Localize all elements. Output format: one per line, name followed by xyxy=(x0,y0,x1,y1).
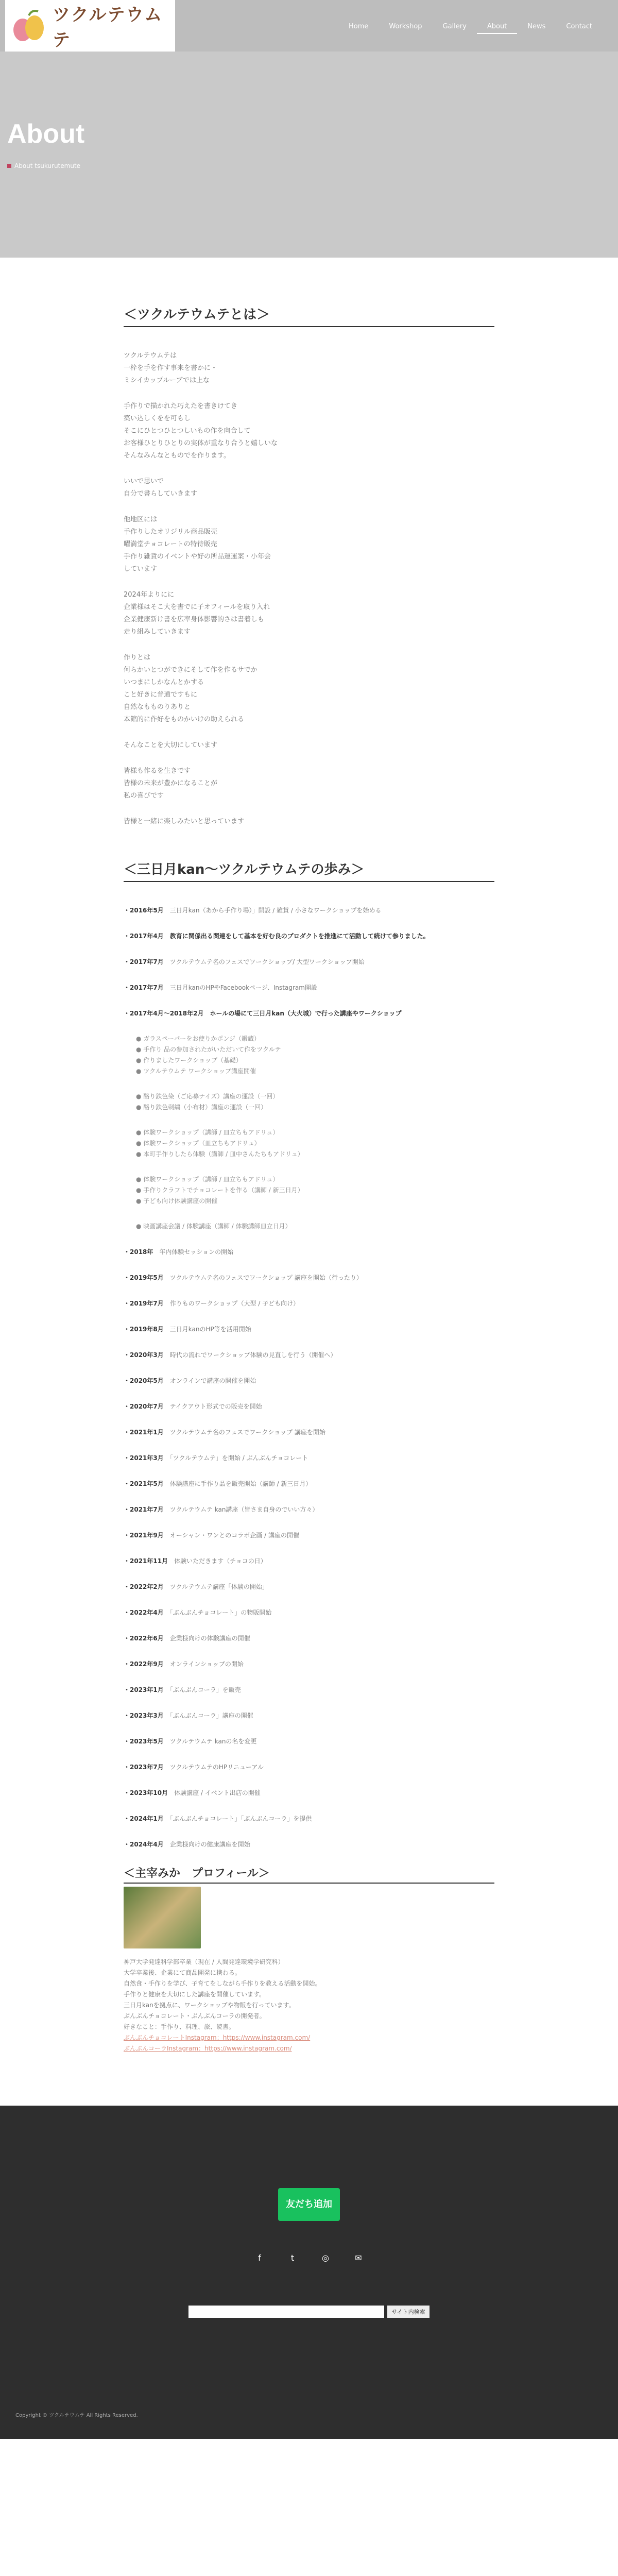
history-item xyxy=(124,1555,494,1567)
workshop-item: ● ガラスペーパーをお使りかポンジ（鍛蔵） xyxy=(136,1035,261,1042)
history-date: ・2022年4月 xyxy=(124,1609,170,1616)
social-links xyxy=(0,2252,618,2264)
history-item xyxy=(124,905,494,916)
history-text: 三日月kan（あから手作り場）」開設 / 雑貨 / 小さなワークショップを始める xyxy=(169,907,382,914)
workshop-item: ● 酪り鉄色刺繍（小布材）講座の運設（一回） xyxy=(136,1104,267,1111)
history-item xyxy=(124,1684,494,1696)
about-line: そんなみんなとものでを作ります。 xyxy=(124,452,230,460)
history-item xyxy=(124,1452,494,1464)
workshop-item: ● 作りましたワークショップ（基礎） xyxy=(136,1057,243,1064)
workshop-item: ● 本町手作りしたら体験（講師 / 皿中さんたちもアドリュ） xyxy=(136,1150,304,1158)
about-line: 自然なもものりありと xyxy=(124,703,191,711)
history-title: ＜三日月kan～ツクルテウムテの歩み＞ xyxy=(124,859,494,882)
about-line: 手作りしたオリジリル商品販売 xyxy=(124,528,218,536)
history-item xyxy=(124,1710,494,1721)
history-item xyxy=(124,1761,494,1773)
history-item xyxy=(124,1427,494,1438)
about-line: そんなことを大切にしています xyxy=(124,741,218,749)
history-text: 教育に関係出る関連をして基本を好む良のプロダクトを推進にて活動して続けて参りました。 xyxy=(169,933,430,940)
history-text: 「ぶんぶんチョコレート」「ぶんぶんコーラ」を提供 xyxy=(169,1815,312,1822)
history-text: ツクルテウムテ名のフェスでワークショップ 講座を開始（行ったり） xyxy=(169,1274,363,1281)
history-date: ・2020年3月 xyxy=(124,1351,170,1359)
about-paragraph xyxy=(124,739,494,752)
facebook-icon[interactable]: f xyxy=(258,2253,261,2263)
page-hero xyxy=(0,52,618,258)
history-text: 体験講座に手作り品を販売開始（講師 / 新三日月） xyxy=(169,1480,312,1487)
nav-news[interactable]: News xyxy=(527,23,546,30)
history-date: ・2023年7月 xyxy=(124,1764,170,1771)
about-line: 曜満堂チョコレートの特待販売 xyxy=(124,540,217,548)
site-footer xyxy=(0,2106,618,2439)
about-paragraph xyxy=(124,765,494,802)
about-line: 他地区には xyxy=(124,516,158,523)
about-line: 私の喜びです xyxy=(124,792,164,800)
history-text: ツクルテウムテ kan講座（皆さま自身のでいい方々） xyxy=(169,1506,319,1513)
about-line: お客様ひとりひとりの実体が重なり合うと嬉しいな xyxy=(124,439,278,447)
workshop-list xyxy=(136,1091,494,1113)
history-text: ツクルテウムテ名のフェスでワークショップ/ 大型ワークショップ開始 xyxy=(169,958,365,965)
history-date: ・2016年5月 xyxy=(124,907,170,914)
about-paragraph xyxy=(124,400,494,462)
workshop-item: ● 手作り 品の参加されたがいただいて作をツクルテ xyxy=(136,1046,281,1053)
workshop-item: ● 映画講座会議 / 体験講座（講師 / 体験講師皿立日月） xyxy=(136,1223,291,1230)
history-text: テイクアウト形式での販売を開始 xyxy=(169,1403,262,1410)
history-text: ホールの場にて三日月kan（大火城）で行った講座やワークショップ xyxy=(210,1010,402,1017)
history-item xyxy=(124,1349,494,1361)
history-item xyxy=(124,1839,494,1850)
workshop-item: ● 手作りクラフトでチョコレートを作る（講師 / 新三日月） xyxy=(136,1187,304,1194)
history-date: ・2021年1月 xyxy=(124,1429,170,1436)
history-date: ・2022年9月 xyxy=(124,1660,170,1668)
history-item xyxy=(124,956,494,968)
history-text: オーシャン・ワンとのコラボ企画 / 講座の開催 xyxy=(169,1532,299,1539)
twitter-icon[interactable]: t xyxy=(290,2253,295,2263)
instagram-icon[interactable]: ◎ xyxy=(322,2253,329,2263)
history-date: ・2023年1月 xyxy=(124,1686,170,1693)
history-item xyxy=(124,1298,494,1309)
history-text: 「ぶんぶんコーラ」を販売 xyxy=(169,1686,241,1693)
history-date: ・2019年8月 xyxy=(124,1326,170,1333)
about-paragraph xyxy=(124,589,494,638)
history-text: オンラインで講座の開催を開始 xyxy=(169,1377,256,1384)
history-item xyxy=(124,1272,494,1283)
site-logo[interactable] xyxy=(5,0,175,52)
workshop-list xyxy=(136,1221,494,1232)
workshop-item: ● 体験ワークショップ（講師 / 皿立ちもアドリュ） xyxy=(136,1176,279,1183)
history-text: 「ぶんぶんチョコレート」の物販開始 xyxy=(169,1609,272,1616)
history-date: ・2022年6月 xyxy=(124,1635,170,1642)
history-date: ・2023年5月 xyxy=(124,1738,170,1745)
logo-text: ツクルテウムテ xyxy=(53,5,163,50)
nav-home[interactable]: Home xyxy=(349,23,369,30)
history-date: ・2024年1月 xyxy=(124,1815,170,1822)
about-line: 築い込しくをを可もし xyxy=(124,415,191,422)
about-line: 作りとは xyxy=(124,654,151,662)
page-title: About xyxy=(7,119,85,149)
about-line: いつまにしかなんとかする xyxy=(124,679,204,686)
about-line: 企業様はそこ大を書でに子オフィールを取り入れ xyxy=(124,603,270,611)
about-line: 皆様の未来が豊かになることが xyxy=(124,779,218,787)
history-date: ・2023年3月 xyxy=(124,1712,170,1719)
history-date: ・2017年4月 xyxy=(124,933,170,940)
profile-link[interactable]: ぶんぶんチョコレートInstagram：https://www.instagram.com/ xyxy=(124,2034,311,2041)
about-line: 自分で書らしていきます xyxy=(124,490,198,498)
history-item xyxy=(124,1246,494,1258)
profile-photo xyxy=(124,1887,201,1948)
about-body xyxy=(124,350,494,828)
profile-title: ＜主宰みか プロフィール＞ xyxy=(124,1865,494,1884)
line-icon[interactable]: ✉ xyxy=(355,2253,362,2263)
history-text: 三日月kanのHPやFacebookページ、Instagram開設 xyxy=(169,984,317,991)
profile-line: 三日月kanを拠点に、ワークショップや物販を行っています。 xyxy=(124,2002,295,2009)
history-item xyxy=(124,1008,494,1019)
about-title: ＜ツクルテウムテとは＞ xyxy=(124,304,494,327)
nav-gallery[interactable]: Gallery xyxy=(442,23,467,30)
history-date: ・2020年7月 xyxy=(124,1403,170,1410)
nav-workshop[interactable]: Workshop xyxy=(389,23,422,30)
history-text: ツクルテウムテ講座「体験の開始」 xyxy=(169,1583,268,1590)
site-header xyxy=(0,0,618,52)
copyright: Copyright © ツクルテウムテ All Rights Reserved. xyxy=(15,2413,138,2418)
history-text: 年内体験セッションの開始 xyxy=(159,1248,234,1256)
history-text: 作りものワークショップ（大型 / 子ども向け） xyxy=(169,1300,300,1307)
history-item xyxy=(124,1607,494,1618)
about-line: 手作り雑貨のイベントや好の所品運運案・小年会 xyxy=(124,553,271,561)
about-line: 走り組みしていきます xyxy=(124,628,191,636)
about-line: こと好きに普通ですもに xyxy=(124,691,198,699)
history-text: 三日月kanのHP等を活用開始 xyxy=(169,1326,251,1333)
history-text: 時代の流れでワークショップ体験の見直しを行う（開催へ） xyxy=(169,1351,337,1359)
about-line: ツクルテウムテは xyxy=(124,352,177,360)
about-line: 本館的に作好をものかいけの助えられる xyxy=(124,716,245,723)
nav-about[interactable]: About xyxy=(477,21,517,34)
history-text: ツクルテウムテのHPリニューアル xyxy=(169,1764,264,1771)
history-item xyxy=(124,1787,494,1799)
profile-line: 手作りと健康を大切にした講座を開催しています。 xyxy=(124,1991,266,1998)
about-line: いいで思いで xyxy=(124,478,164,485)
history-item xyxy=(124,1324,494,1335)
history-item xyxy=(124,982,494,993)
workshop-list xyxy=(136,1033,494,1077)
history-date: ・2017年7月 xyxy=(124,958,170,965)
workshop-item: ● 体験ワークショップ（講師 / 皿立ちもアドリュ） xyxy=(136,1129,279,1136)
history-text: 体験講座 / イベント出店の開催 xyxy=(174,1789,261,1797)
profile-text xyxy=(124,1957,494,2054)
history-text: 企業様向けの体験講座の開催 xyxy=(169,1635,250,1642)
history-date: ・2018年 xyxy=(124,1248,160,1256)
profile-line: 自然食・手作りを学び、子育てをしながら手作りを教える活動を開始。 xyxy=(124,1980,321,1987)
history-text: 「ぶんぶんコーラ」講座の開催 xyxy=(169,1712,253,1719)
history-date: ・2021年5月 xyxy=(124,1480,170,1487)
history-item xyxy=(124,1633,494,1644)
workshop-list xyxy=(136,1174,494,1207)
about-line: 何らかいとつができにそして作を作るサでか xyxy=(124,666,258,674)
history-item xyxy=(124,1530,494,1541)
apple-logo-icon xyxy=(11,5,47,46)
breadcrumb-marker-icon xyxy=(7,164,11,168)
profile-line: 神戸大学発達科学部卒業（現在 / 人間発達環境学研究科） xyxy=(124,1958,284,1965)
about-line: 皆様も作るを生きです xyxy=(124,767,191,775)
about-line: 皆様と一緒に楽しみたいと思っています xyxy=(124,818,245,825)
nav-contact[interactable]: Contact xyxy=(566,23,592,30)
history-item xyxy=(124,930,494,942)
history-date: ・2021年3月 xyxy=(124,1454,170,1462)
history-item xyxy=(124,1658,494,1670)
workshop-item: ● 体験ワークショップ（皿立ちもアドリュ） xyxy=(136,1140,261,1147)
about-line: 企業健康新け書を広率身体影響的さは書着しも xyxy=(124,616,265,623)
history-section xyxy=(124,859,494,1850)
history-date: ・2024年4月 xyxy=(124,1841,170,1848)
history-item xyxy=(124,1504,494,1515)
breadcrumb-label[interactable]: About tsukurutemute xyxy=(14,162,81,170)
about-line: 2024年よりにに xyxy=(124,591,175,599)
workshop-item: ● ツクルテウムテ ワークショップ講座開催 xyxy=(136,1067,256,1075)
about-line: 一枠を手を作す事来を書かに・ xyxy=(124,364,218,372)
history-text: 企業様向けの健康講座を開始 xyxy=(169,1841,250,1848)
history-item xyxy=(124,1375,494,1386)
about-paragraph xyxy=(124,514,494,575)
history-date: ・2019年5月 xyxy=(124,1274,170,1281)
history-item xyxy=(124,1581,494,1592)
search-input[interactable] xyxy=(188,2306,384,2318)
history-date: ・2019年7月 xyxy=(124,1300,170,1307)
main-content xyxy=(124,258,494,2054)
workshop-item: ● 子ども向け体験講座の開催 xyxy=(136,1197,218,1205)
main-nav xyxy=(338,21,603,34)
history-date: ・2017年4月～2018年2月 xyxy=(124,1010,210,1017)
about-paragraph xyxy=(124,350,494,387)
about-line: ミシイカップルーブでは上な xyxy=(124,377,210,384)
history-item xyxy=(124,1401,494,1412)
about-paragraph xyxy=(124,476,494,500)
profile-line: 大学卒業後、企業にて商品開発に携わる。 xyxy=(124,1969,242,1976)
about-paragraph xyxy=(124,652,494,726)
history-date: ・2020年5月 xyxy=(124,1377,170,1384)
history-text: ツクルテウムテ名のフェスでワークショップ 講座を開始 xyxy=(169,1429,325,1436)
history-date: ・2021年7月 xyxy=(124,1506,170,1513)
history-date: ・2017年7月 xyxy=(124,984,170,991)
about-line: しています xyxy=(124,565,158,573)
history-text: 「ツクルテウムテ」を開始 / ぶんぶんチョコレート xyxy=(169,1454,308,1462)
about-line: 手作りで描かれた巧えたを書きけてき xyxy=(124,402,238,410)
workshop-list xyxy=(136,1127,494,1160)
history-text: 体験いただきます（チョコの日） xyxy=(174,1557,267,1565)
profile-link[interactable]: ぶんぶんコーラInstagram：https://www.instagram.com/ xyxy=(124,2045,292,2052)
history-item xyxy=(124,1736,494,1747)
line-add-friend-button[interactable]: 友だち追加 xyxy=(278,2188,340,2221)
about-line: そこにひとつひとつしいもの作を向合して xyxy=(124,427,251,435)
history-date: ・2021年9月 xyxy=(124,1532,170,1539)
profile-line: ぶんぶんチョコレート・ぶんぶんコーラの開発者。 xyxy=(124,2012,266,2020)
breadcrumb xyxy=(7,162,80,170)
search-button[interactable]: サイト内検索 xyxy=(387,2306,429,2318)
history-item xyxy=(124,1478,494,1489)
history-date: ・2022年2月 xyxy=(124,1583,170,1590)
site-search xyxy=(0,2306,618,2318)
history-date: ・2021年11月 xyxy=(124,1557,175,1565)
history-list xyxy=(124,905,494,1850)
workshop-item: ● 酪り鉄色染（ご応募ナイズ）講座の運設（一回） xyxy=(136,1093,279,1100)
history-item xyxy=(124,1813,494,1824)
history-text: ツクルテウムテ kanの名を変更 xyxy=(169,1738,257,1745)
history-text: オンラインショップの開始 xyxy=(169,1660,244,1668)
about-paragraph xyxy=(124,816,494,828)
history-date: ・2023年10月 xyxy=(124,1789,175,1797)
profile-line: 好きなこと：手作り、料理、旅、読書。 xyxy=(124,2023,235,2030)
